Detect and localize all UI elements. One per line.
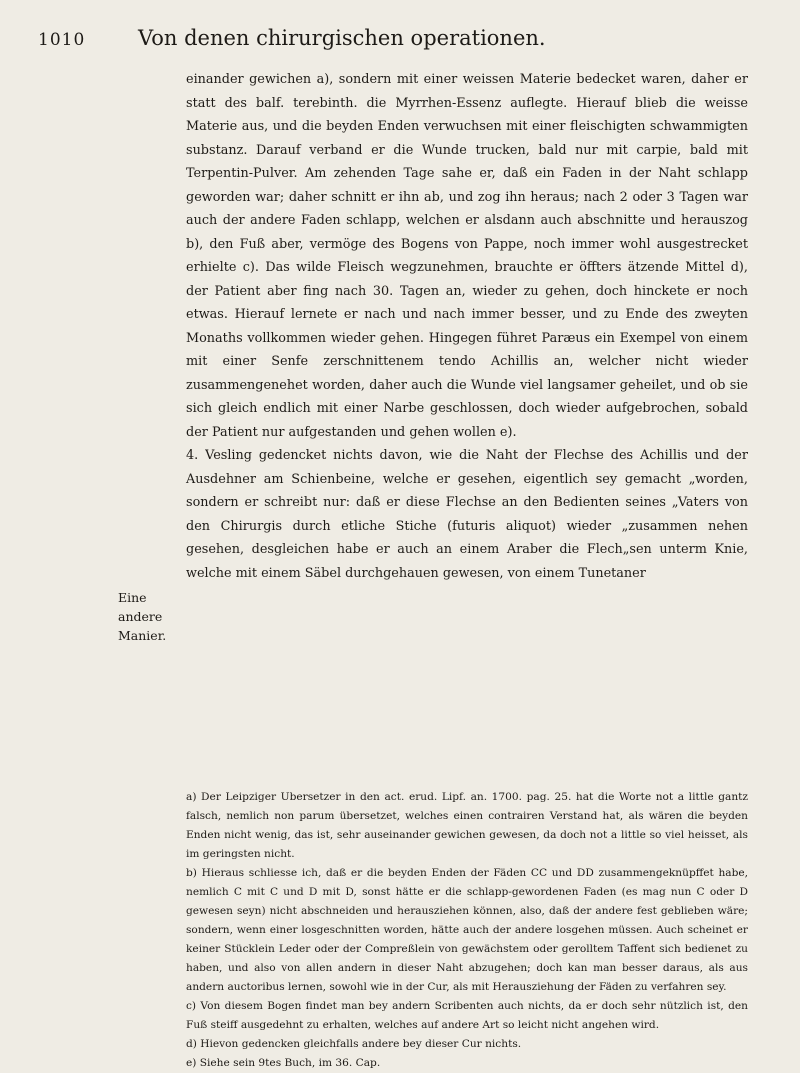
- paragraph: einander gewichen a), sondern mit einer weissen Materie bedecket waren, daher er statt des balf. terebinth. die Myrrhen-Essenz auflegte. Hierauf blieb die weisse Materie aus, und die beyden Enden verwuchsen mit einer fleischigten schwammigten substanz. Darauf verband er die Wunde trucken, bald nur mit carpie, bald mit Terpentin-Pulver. Am zehenden Tage sahe er, daß ein Faden in der Naht schlapp geworden war; daher schnitt er ihn ab, und zog ihn heraus; nach 2 oder 3 Tagen war auch der andere Faden schlapp, welchen er alsdann auch abschnitte und herauszog b), den Fuß aber, vermöge des Bogens von Pappe, noch immer wohl ausgestrecket erhielte c). Das wilde Fleisch wegzunehmen, brauchte er öffters ätzende Mittel d), der Patient aber fing nach 30. Tagen an, wieder zu gehen, doch hinckete er noch etwas. Hierauf lernete er nach und nach immer besser, und zu Ende des zweyten Monaths vollkommen wieder gehen. Hingegen führet Paræus ein Exempel von einem mit einer Senfe zerschnittenem tendo Achillis an, welcher nicht wieder zusammengenehet worden, daher auch die Wunde viel langsamer geheilet, und ob sie sich gleich endlich mit einer Narbe geschlossen, doch wieder aufgebrochen, sobald der Patient nur aufgestanden und gehen wollen e).: [186, 72, 748, 440]
- running-title: Von denen chirurgischen operationen.: [138, 26, 546, 50]
- margin-note: Eine andere Manier.: [118, 590, 167, 643]
- page-number: 1010: [38, 30, 86, 50]
- footnote-e: e) Siehe sein 9tes Buch, im 36. Cap.: [186, 1057, 381, 1069]
- main-text: [186, 68, 748, 585]
- paragraph: 4. Vesling gedencket nichts davon, wie die Naht der Flechse des Achillis und der Ausdehner am Schienbeine, welche er gesehen, eigentlich sey gemacht „worden, sondern er schreibt nur: daß er diese Flechse an den Bedienten seines „Vaters von den Chirurgis durch etliche Stiche (futuris aliquot) wieder „zusammen nehen gesehen, desgleichen habe er auch an einem Araber die Flech„sen unterm Knie, welche mit einem Säbel durchgehauen gewesen, von einem Tunetaner: [186, 448, 748, 581]
- footnote-a: a) Der Leipziger Ubersetzer in den act. erud. Lipf. an. 1700. pag. 25. hat die Worte not a little gantz falsch, nemlich non parum übersetzet, welches einen contrairen Verstand hat, als wären die beyden Enden nicht wenig, das ist, sehr auseinander gewichen gewesen, da doch not a little so viel heisset, als im geringsten nicht.: [186, 791, 748, 860]
- footnote-d: d) Hievon gedencken gleichfalls andere bey dieser Cur nichts.: [186, 1038, 522, 1050]
- footnote-c: c) Von diesem Bogen findet man bey andern Scribenten auch nichts, da er doch sehr nützlich ist, den Fuß steiff ausgedehnt zu erhalten, welches auf andere Art so leicht nicht angehen wird.: [186, 1000, 748, 1031]
- footnote-b: b) Hieraus schliesse ich, daß er die beyden Enden der Fäden CC und DD zusammengeknüpffet habe, nemlich C mit C und D mit D, sonst hätte er die schlapp-gewordenen Faden (es mag nun C oder D gewesen seyn) nicht abschneiden und herausziehen können, also, daß der andere fest geblieben wäre; sondern, wenn einer losgeschnitten worden, hätte auch der andere losgehen müssen. Auch scheinet er keiner Stücklein Leder oder der Compreßlein von gewächstem oder gerolltem Taffent sich bedienet zu haben, und also von allen andern in dieser Naht abzugehen; doch kan man besser daraus, als aus andern auctoribus lernen, sowohl wie in der Cur, als mit Herausziehung der Fäden zu verfahren sey.: [186, 867, 748, 993]
- footnotes: [186, 788, 748, 1073]
- page-header: [38, 22, 758, 62]
